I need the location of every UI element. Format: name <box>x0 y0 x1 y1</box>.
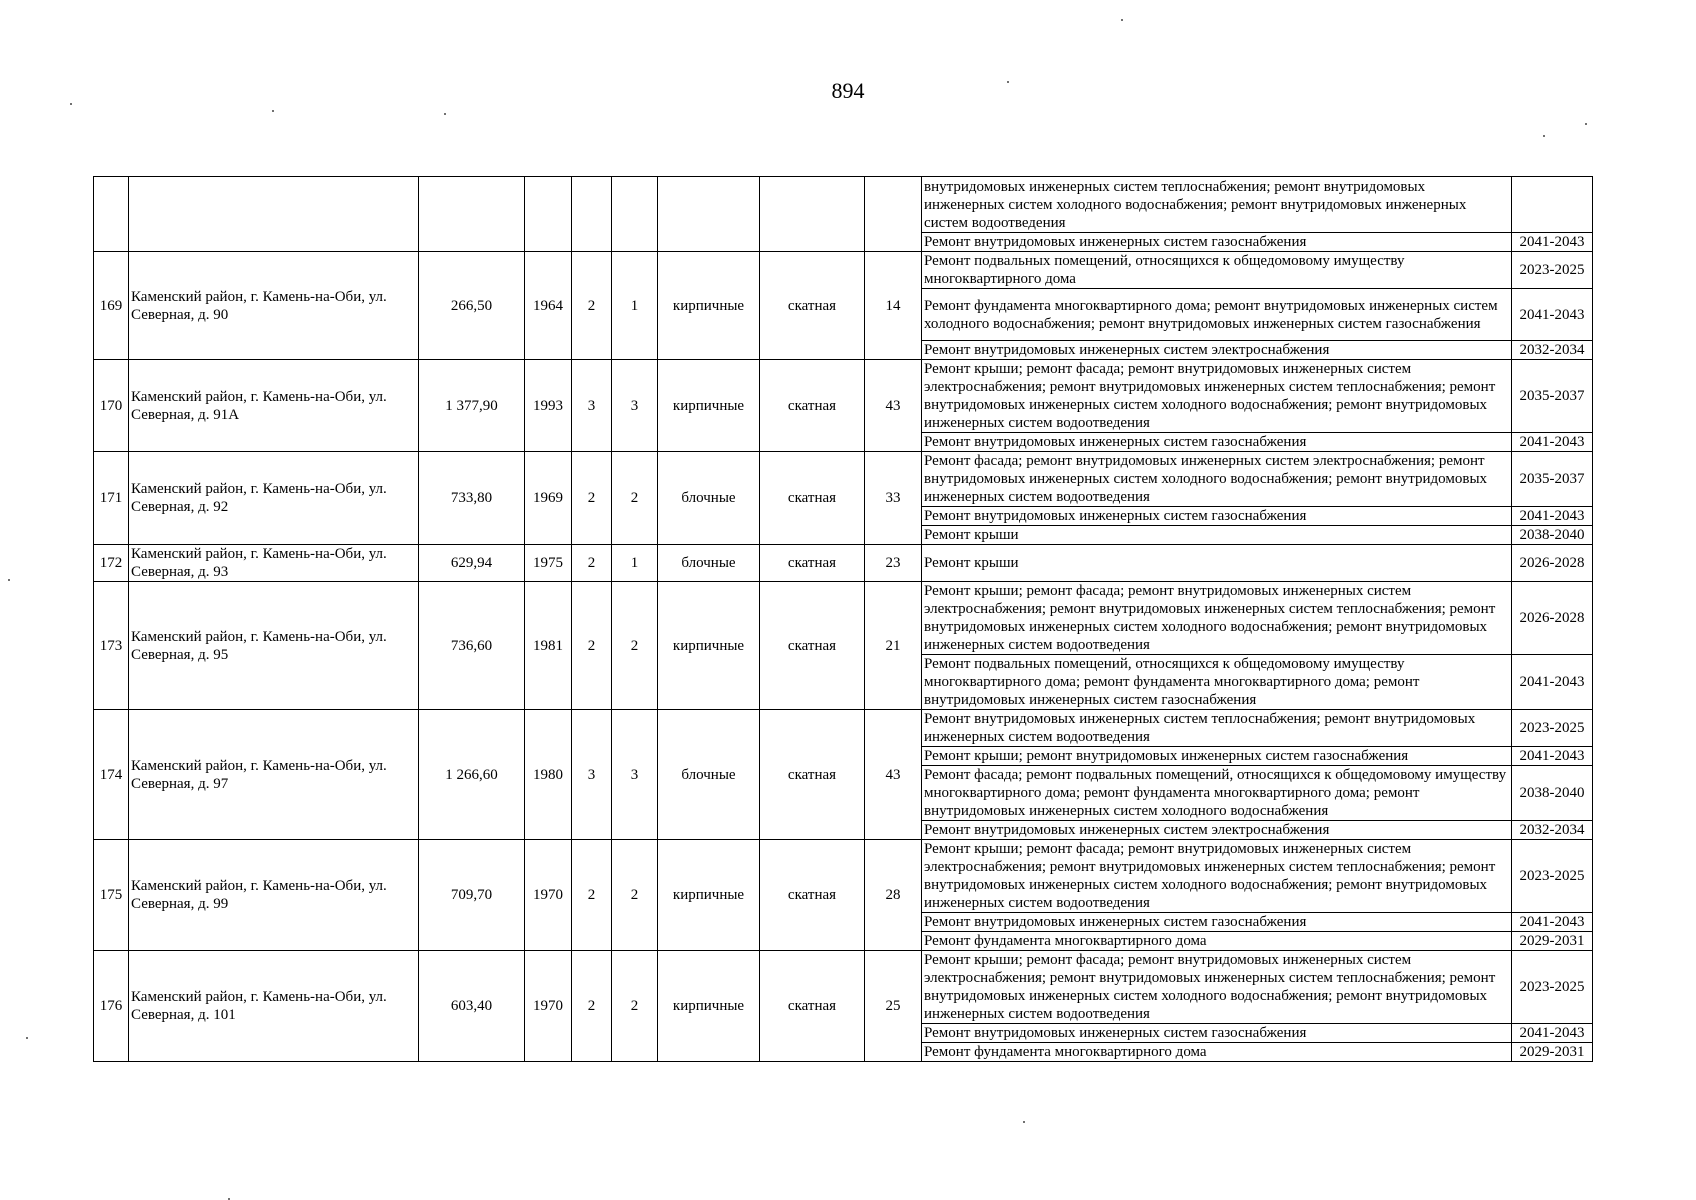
year-cell: 1980 <box>525 710 572 840</box>
scan-speck <box>70 103 72 105</box>
work-period: 2038-2040 <box>1512 766 1593 821</box>
wall-material-cell: кирпичные <box>658 252 760 360</box>
work-description: Ремонт фасада; ремонт внутридомовых инженерных систем электроснабжения; ремонт внутридомовых инженерных систем холодного водоснабжения; ремонт внутридомовых инженерных систем водоотведения <box>922 452 1512 507</box>
roof-type-cell: скатная <box>760 545 865 582</box>
work-period: 2041-2043 <box>1512 233 1593 252</box>
wall-material-cell: блочные <box>658 452 760 545</box>
scan-speck <box>1007 81 1009 83</box>
address-cell: Каменский район, г. Камень-на-Оби, ул. Северная, д. 90 <box>129 252 419 360</box>
work-period: 2032-2034 <box>1512 821 1593 840</box>
table-row <box>94 951 1593 1024</box>
work-period: 2029-2031 <box>1512 932 1593 951</box>
work-period: 2041-2043 <box>1512 289 1593 341</box>
roof-type-cell: скатная <box>760 951 865 1062</box>
scan-speck <box>1585 123 1587 125</box>
year-cell: 1964 <box>525 252 572 360</box>
work-description: Ремонт внутридомовых инженерных систем электроснабжения <box>922 341 1512 360</box>
area-cell: 266,50 <box>419 252 525 360</box>
row-number: 171 <box>94 452 129 545</box>
floors-cell: 2 <box>572 545 612 582</box>
residents-cell: 43 <box>865 710 922 840</box>
address-cell: Каменский район, г. Камень-на-Оби, ул. Северная, д. 91А <box>129 360 419 452</box>
scan-speck <box>26 1037 28 1039</box>
scan-speck <box>1121 19 1123 21</box>
table-row <box>94 840 1593 913</box>
table-row <box>94 710 1593 747</box>
roof-type-cell: скатная <box>760 840 865 951</box>
work-description: Ремонт подвальных помещений, относящихся к общедомовому имуществу многоквартирного дома <box>922 252 1512 289</box>
roof-type-cell: скатная <box>760 582 865 710</box>
scan-speck <box>8 579 10 581</box>
row-number: 176 <box>94 951 129 1062</box>
work-description: Ремонт фундамента многоквартирного дома <box>922 1043 1512 1062</box>
table-row <box>94 582 1593 655</box>
empty-cell <box>525 177 572 252</box>
work-description: Ремонт крыши; ремонт фасада; ремонт внутридомовых инженерных систем электроснабжения; ремонт внутридомовых инженерных систем теплоснабжения; ремонт внутридомовых инженерных систем холодного водоснабжения; ремонт внутридомовых инженерных систем водоотведения <box>922 840 1512 913</box>
work-period: 2038-2040 <box>1512 526 1593 545</box>
work-period: 2035-2037 <box>1512 360 1593 433</box>
row-number: 174 <box>94 710 129 840</box>
floors-cell: 2 <box>572 452 612 545</box>
floors-cell: 3 <box>572 710 612 840</box>
work-description: Ремонт фундамента многоквартирного дома; ремонт внутридомовых инженерных систем холодного водоснабжения; ремонт внутридомовых инженерных систем газоснабжения <box>922 289 1512 341</box>
page-number: 894 <box>831 78 865 103</box>
scan-speck <box>272 110 274 112</box>
row-number: 173 <box>94 582 129 710</box>
residents-cell: 25 <box>865 951 922 1062</box>
floors-cell: 2 <box>572 582 612 710</box>
entrances-cell: 2 <box>612 951 658 1062</box>
work-description: внутридомовых инженерных систем теплоснабжения; ремонт внутридомовых инженерных систем холодного водоснабжения; ремонт внутридомовых инженерных систем водоотведения <box>922 177 1512 233</box>
work-description: Ремонт крыши; ремонт фасада; ремонт внутридомовых инженерных систем электроснабжения; ремонт внутридомовых инженерных систем теплоснабжения; ремонт внутридомовых инженерных систем холодного водоснабжения; ремонт внутридомовых инженерных систем водоотведения <box>922 582 1512 655</box>
entrances-cell: 3 <box>612 360 658 452</box>
row-number: 169 <box>94 252 129 360</box>
address-cell: Каменский район, г. Камень-на-Оби, ул. Северная, д. 99 <box>129 840 419 951</box>
work-period: 2041-2043 <box>1512 1024 1593 1043</box>
work-description: Ремонт фасада; ремонт подвальных помещений, относящихся к общедомовому имуществу многоквартирного дома; ремонт фундамента многоквартирного дома; ремонт внутридомовых инженерных систем холодного водоснабжения <box>922 766 1512 821</box>
address-cell: Каменский район, г. Камень-на-Оби, ул. Северная, д. 92 <box>129 452 419 545</box>
address-cell: Каменский район, г. Камень-на-Оби, ул. Северная, д. 101 <box>129 951 419 1062</box>
work-period: 2041-2043 <box>1512 913 1593 932</box>
work-period <box>1512 177 1593 233</box>
work-description: Ремонт внутридомовых инженерных систем газоснабжения <box>922 507 1512 526</box>
wall-material-cell: блочные <box>658 545 760 582</box>
floors-cell: 2 <box>572 252 612 360</box>
work-period: 2041-2043 <box>1512 433 1593 452</box>
wall-material-cell: кирпичные <box>658 360 760 452</box>
roof-type-cell: скатная <box>760 710 865 840</box>
floors-cell: 2 <box>572 840 612 951</box>
area-cell: 1 377,90 <box>419 360 525 452</box>
table-row <box>94 452 1593 507</box>
year-cell: 1970 <box>525 951 572 1062</box>
residents-cell: 21 <box>865 582 922 710</box>
area-cell: 733,80 <box>419 452 525 545</box>
address-cell: Каменский район, г. Камень-на-Оби, ул. Северная, д. 95 <box>129 582 419 710</box>
work-period: 2041-2043 <box>1512 655 1593 710</box>
empty-cell <box>419 177 525 252</box>
scan-speck <box>1023 1121 1025 1123</box>
work-description: Ремонт фундамента многоквартирного дома <box>922 932 1512 951</box>
entrances-cell: 1 <box>612 252 658 360</box>
year-cell: 1970 <box>525 840 572 951</box>
entrances-cell: 2 <box>612 452 658 545</box>
empty-cell <box>865 177 922 252</box>
residents-cell: 33 <box>865 452 922 545</box>
work-period: 2041-2043 <box>1512 747 1593 766</box>
work-period: 2026-2028 <box>1512 582 1593 655</box>
roof-type-cell: скатная <box>760 252 865 360</box>
table-row <box>94 360 1593 433</box>
wall-material-cell: кирпичные <box>658 840 760 951</box>
table-row <box>94 252 1593 289</box>
wall-material-cell: блочные <box>658 710 760 840</box>
work-description: Ремонт внутридомовых инженерных систем электроснабжения <box>922 821 1512 840</box>
work-period: 2023-2025 <box>1512 840 1593 913</box>
row-number: 172 <box>94 545 129 582</box>
empty-cell <box>129 177 419 252</box>
work-description: Ремонт крыши; ремонт фасада; ремонт внутридомовых инженерных систем электроснабжения; ремонт внутридомовых инженерных систем теплоснабжения; ремонт внутридомовых инженерных систем холодного водоснабжения; ремонт внутридомовых инженерных систем водоотведения <box>922 360 1512 433</box>
roof-type-cell: скатная <box>760 452 865 545</box>
work-period: 2023-2025 <box>1512 951 1593 1024</box>
entrances-cell: 2 <box>612 840 658 951</box>
repair-schedule-table <box>93 176 1593 1062</box>
roof-type-cell: скатная <box>760 360 865 452</box>
work-description: Ремонт крыши; ремонт внутридомовых инженерных систем газоснабжения <box>922 747 1512 766</box>
residents-cell: 14 <box>865 252 922 360</box>
table-row <box>94 545 1593 582</box>
area-cell: 709,70 <box>419 840 525 951</box>
year-cell: 1981 <box>525 582 572 710</box>
area-cell: 1 266,60 <box>419 710 525 840</box>
work-period: 2035-2037 <box>1512 452 1593 507</box>
table-body <box>94 177 1593 1062</box>
year-cell: 1969 <box>525 452 572 545</box>
residents-cell: 28 <box>865 840 922 951</box>
area-cell: 603,40 <box>419 951 525 1062</box>
empty-cell <box>658 177 760 252</box>
entrances-cell: 2 <box>612 582 658 710</box>
empty-cell <box>94 177 129 252</box>
entrances-cell: 3 <box>612 710 658 840</box>
floors-cell: 3 <box>572 360 612 452</box>
work-description: Ремонт крыши; ремонт фасада; ремонт внутридомовых инженерных систем электроснабжения; ремонт внутридомовых инженерных систем теплоснабжения; ремонт внутридомовых инженерных систем холодного водоснабжения; ремонт внутридомовых инженерных систем водоотведения <box>922 951 1512 1024</box>
residents-cell: 23 <box>865 545 922 582</box>
year-cell: 1975 <box>525 545 572 582</box>
work-description: Ремонт крыши <box>922 545 1512 582</box>
work-period: 2029-2031 <box>1512 1043 1593 1062</box>
work-period: 2026-2028 <box>1512 545 1593 582</box>
row-number: 175 <box>94 840 129 951</box>
scan-speck <box>1543 135 1545 137</box>
year-cell: 1993 <box>525 360 572 452</box>
work-description: Ремонт крыши <box>922 526 1512 545</box>
row-number: 170 <box>94 360 129 452</box>
area-cell: 736,60 <box>419 582 525 710</box>
work-period: 2041-2043 <box>1512 507 1593 526</box>
residents-cell: 43 <box>865 360 922 452</box>
empty-cell <box>572 177 612 252</box>
address-cell: Каменский район, г. Камень-на-Оби, ул. Северная, д. 97 <box>129 710 419 840</box>
work-period: 2032-2034 <box>1512 341 1593 360</box>
work-period: 2023-2025 <box>1512 710 1593 747</box>
continuation-row <box>94 177 1593 233</box>
address-cell: Каменский район, г. Камень-на-Оби, ул. Северная, д. 93 <box>129 545 419 582</box>
work-description: Ремонт внутридомовых инженерных систем газоснабжения <box>922 233 1512 252</box>
scan-speck <box>444 113 446 115</box>
work-period: 2023-2025 <box>1512 252 1593 289</box>
empty-cell <box>612 177 658 252</box>
work-description: Ремонт подвальных помещений, относящихся к общедомовому имуществу многоквартирного дома; ремонт фундамента многоквартирного дома; ремонт внутридомовых инженерных систем газоснабжения <box>922 655 1512 710</box>
work-description: Ремонт внутридомовых инженерных систем газоснабжения <box>922 1024 1512 1043</box>
work-description: Ремонт внутридомовых инженерных систем газоснабжения <box>922 433 1512 452</box>
wall-material-cell: кирпичные <box>658 951 760 1062</box>
entrances-cell: 1 <box>612 545 658 582</box>
floors-cell: 2 <box>572 951 612 1062</box>
area-cell: 629,94 <box>419 545 525 582</box>
work-description: Ремонт внутридомовых инженерных систем теплоснабжения; ремонт внутридомовых инженерных систем водоотведения <box>922 710 1512 747</box>
work-description: Ремонт внутридомовых инженерных систем газоснабжения <box>922 913 1512 932</box>
empty-cell <box>760 177 865 252</box>
wall-material-cell: кирпичные <box>658 582 760 710</box>
